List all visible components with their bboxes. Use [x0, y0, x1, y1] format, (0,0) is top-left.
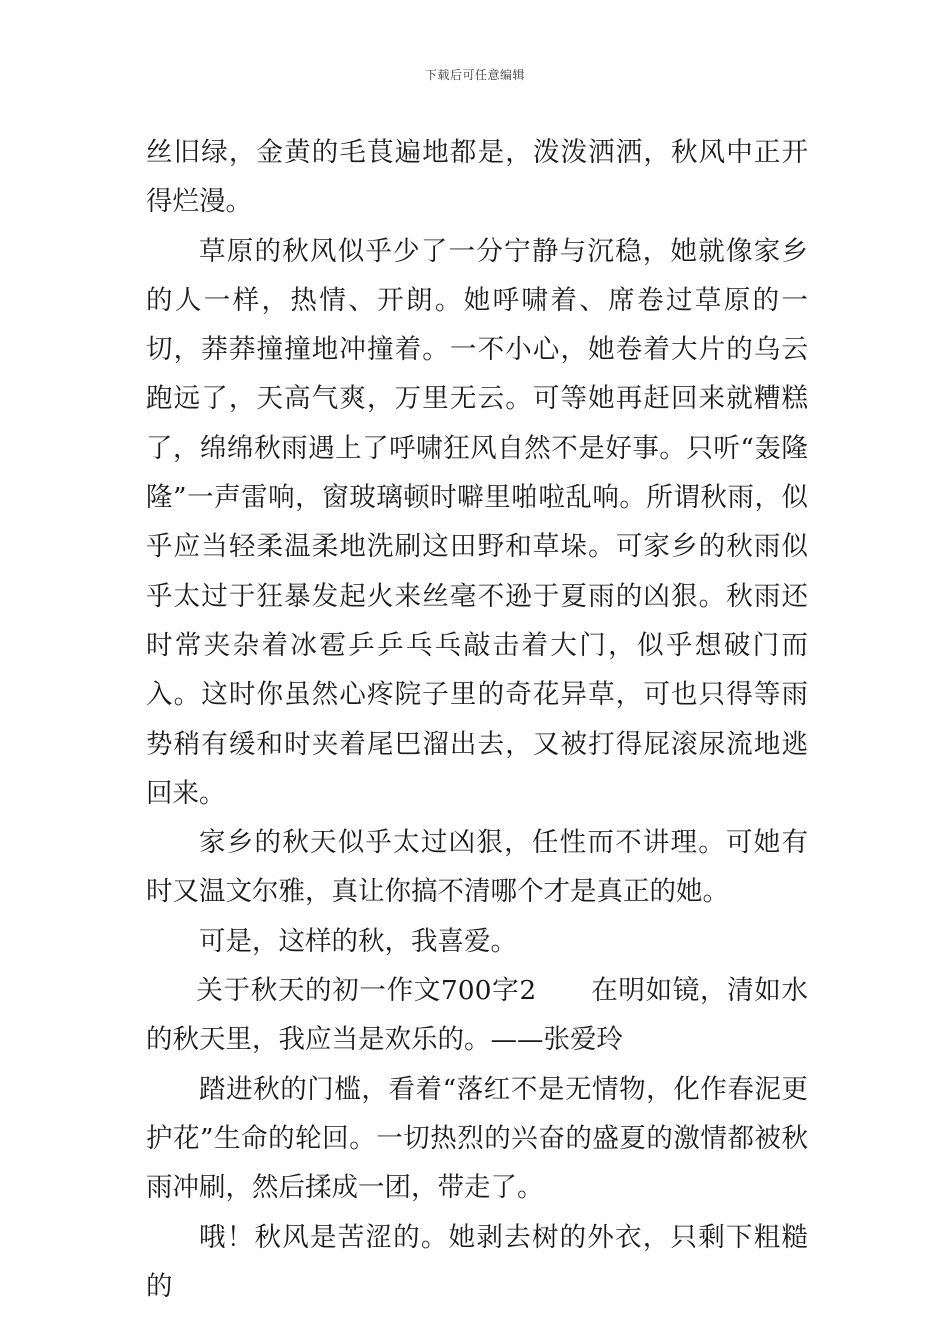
document-body — [146, 128, 808, 1311]
paragraph-3: 家乡的秋天似乎太过凶狠，任性而不讲理。可她有时又温文尔雅，真让你搞不清哪个才是真正的她。 — [146, 827, 808, 908]
paragraph-2: 草原的秋风似乎少了一分宁静与沉稳，她就像家乡的人一样，热情、开朗。她呼啸着、席卷过草原的一切，莽莽撞撞地冲撞着。一不小心，她卷着大片的乌云跑远了，天高气爽，万里无云。可等她再赶回来就糟糕了，绵绵秋雨遇上了呼啸狂风自然不是好事。只听“轰隆隆”一声雷响，窗玻璃顿时噼里啪啦乱响。所谓秋雨，似乎应当轻柔温柔地洗刷这田野和草垛。可家乡的秋雨似乎太过于狂暴发起火来丝毫不逊于夏雨的凶狠。秋雨还时常夹杂着冰雹乒乒乓乓敲击着大门，似乎想破门而入。这时你虽然心疼院子里的奇花异草，可也只得等雨势稍有缓和时夹着尾巴溜出去，又被打得屁滚尿流地逃回来。 — [146, 235, 808, 809]
paragraph-1: 丝旧绿，金黄的毛茛遍地都是，泼泼洒洒，秋风中正开得烂漫。 — [146, 137, 808, 218]
paragraph-5: 关于秋天的初一作文700字2 在明如镜，清如水的秋天里，我应当是欢乐的。——张爱玲 — [146, 975, 808, 1056]
page-header: 下载后可任意编辑 — [424, 68, 525, 82]
paragraph-4: 可是，这样的秋，我喜爱。 — [199, 925, 517, 957]
paragraph-6: 踏进秋的门槛，看着“落红不是无情物，化作春泥更护花”生命的轮回。一切热烈的兴奋的盛夏的激情都被秋雨冲刷，然后揉成一团，带走了。 — [146, 1073, 808, 1204]
paragraph-7: 哦！秋风是苦涩的。她剥去树的外衣，只剩下粗糙的 — [146, 1221, 808, 1302]
